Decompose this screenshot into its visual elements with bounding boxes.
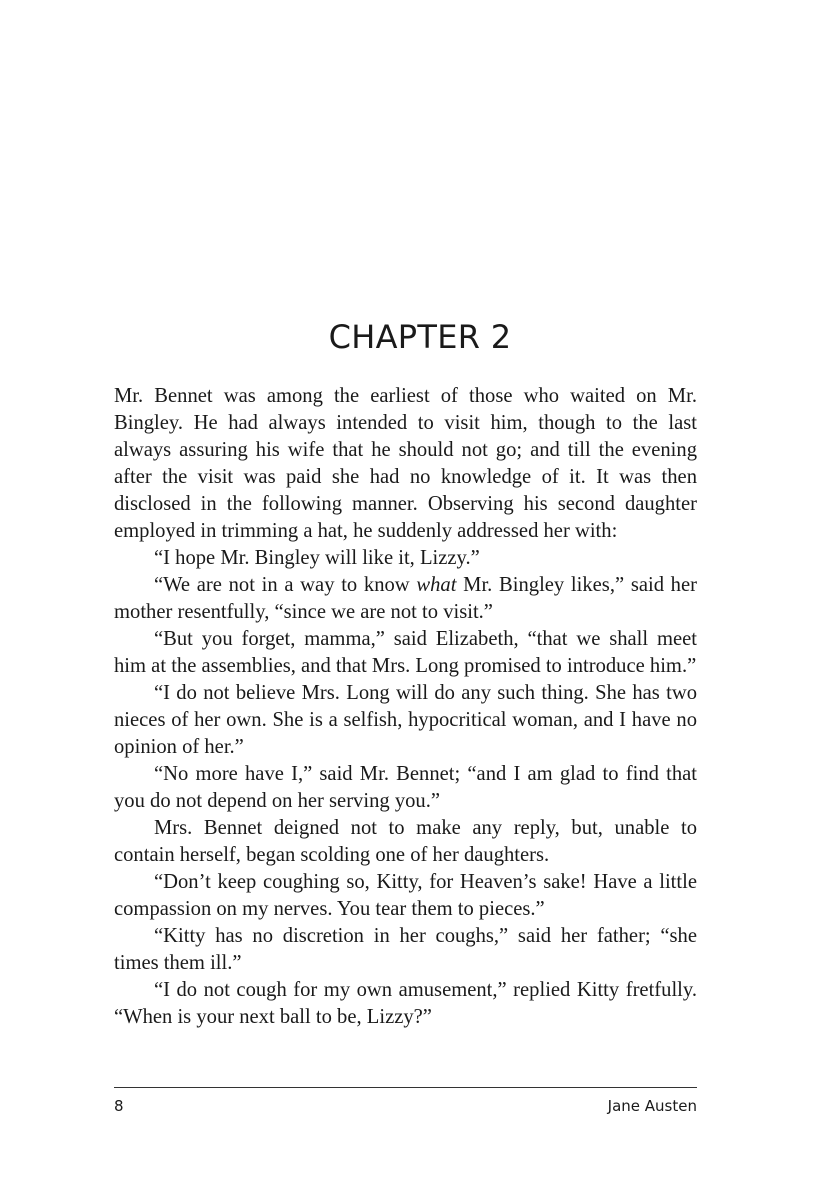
paragraph xyxy=(114,383,697,545)
chapter-title: CHAPTER 2 xyxy=(328,318,512,356)
footer-rule xyxy=(114,1087,697,1088)
paragraph xyxy=(114,923,697,977)
paragraph-text: “But you forget, mamma,” said Elizabeth, “that we shall meet him at the assemblies, and that Mrs. Long promised to introduce him.” xyxy=(114,628,697,677)
paragraph xyxy=(114,545,697,572)
emphasis-text: what xyxy=(416,574,457,596)
paragraph xyxy=(114,977,697,1031)
paragraph-text: Mr. Bingley likes,” said her mother resentfully, “since we are not to visit.” xyxy=(114,574,697,623)
paragraph-text: Mr. Bennet was among the earliest of those who waited on Mr. Bingley. He had always intended to visit him, though to the last always assuring his wife that he should not go; and till the evening after the visit was paid she had no knowledge of it. It was then disclosed in the following manner. Observing his second daughter employed in trimming a hat, he suddenly addressed her with: xyxy=(114,385,697,542)
paragraph xyxy=(114,572,697,626)
running-footer-author: Jane Austen xyxy=(607,1097,697,1115)
paragraph xyxy=(114,869,697,923)
paragraph-text: “Kitty has no discretion in her coughs,” said her father; “she times them ill.” xyxy=(114,925,697,974)
paragraph-text: “Don’t keep coughing so, Kitty, for Heaven’s sake! Have a little compassion on my nerves. You tear them to pieces.” xyxy=(114,871,697,920)
paragraph-text: “I hope Mr. Bingley will like it, Lizzy.” xyxy=(154,547,480,569)
paragraph-text: Mrs. Bennet deigned not to make any reply, but, unable to contain herself, began scolding one of her daughters. xyxy=(114,817,697,866)
paragraph-text: “We are not in a way to know xyxy=(154,574,417,596)
paragraph xyxy=(114,761,697,815)
chapter-body xyxy=(114,383,697,1031)
page-number: 8 xyxy=(114,1097,124,1115)
paragraph xyxy=(114,680,697,761)
paragraph-text: “I do not believe Mrs. Long will do any such thing. She has two nieces of her own. She is a selfish, hypocritical woman, and I have no opinion of her.” xyxy=(114,682,697,758)
paragraph xyxy=(114,815,697,869)
paragraph-text: “No more have I,” said Mr. Bennet; “and I am glad to find that you do not depend on her serving you.” xyxy=(114,763,697,812)
paragraph-text: “I do not cough for my own amusement,” replied Kitty fretfully. “When is your next ball to be, Lizzy?” xyxy=(114,979,697,1028)
paragraph xyxy=(114,626,697,680)
